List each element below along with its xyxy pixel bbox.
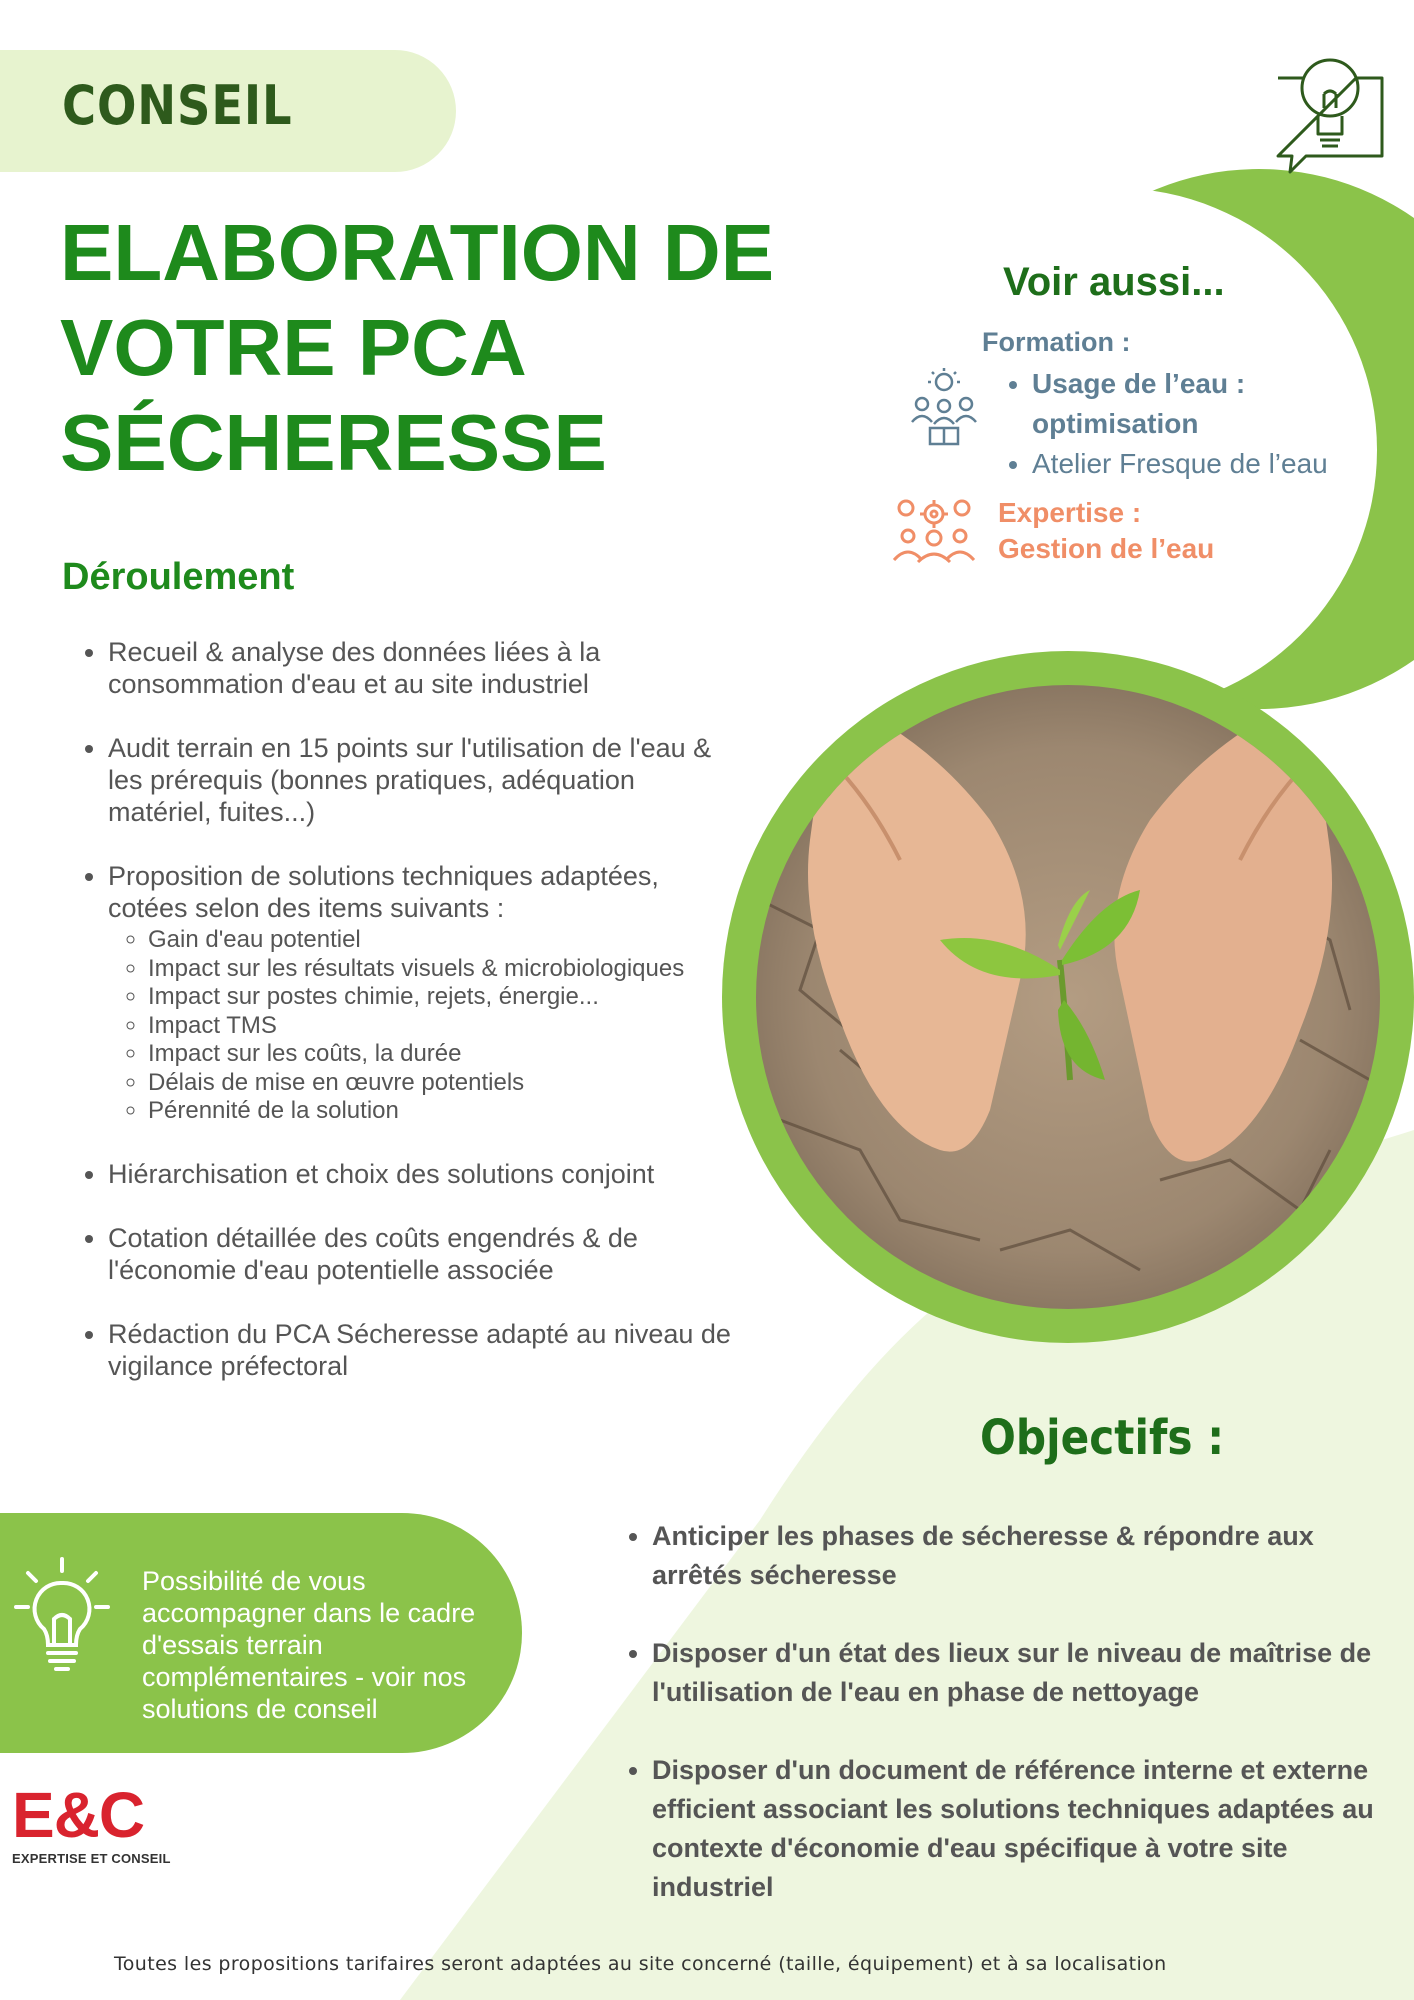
formation-list [982, 364, 1382, 484]
lightbulb-icon [10, 1555, 114, 1685]
sub-list-item: ◦ Gain d'eau potentiel [148, 926, 740, 955]
deroulement-list [60, 636, 740, 1414]
logo-subtitle: EXPERTISE ET CONSEIL [12, 1851, 171, 1866]
title-line-1: ELABORATION DE [60, 208, 775, 297]
expertise-gears-icon [886, 494, 982, 564]
list-item: • Rédaction du PCA Sécheresse adapté au niveau de vigilance préfectoral [108, 1318, 740, 1382]
expertise-block [998, 495, 1214, 567]
title-line-2: VOTRE PCA [60, 303, 527, 392]
logo-main: E&C [12, 1779, 145, 1851]
sub-list-item: ◦ Impact sur postes chimie, rejets, énergie... [148, 983, 740, 1012]
objectifs-heading: Objectifs : [980, 1410, 1225, 1466]
category-tag [0, 50, 456, 172]
sub-list-item: ◦ Impact sur les résultats visuels & microbiologiques [148, 955, 740, 984]
callout-text: Possibilité de vous accompagner dans le cadre d'essais terrain complémentaires - voir nos solutions de conseil [142, 1566, 476, 1724]
footer-note: Toutes les propositions tarifaires seront adaptées au site concerné (taille, équipement) et à sa localisation [114, 1953, 1167, 1975]
sub-list-item: ◦ Impact sur les coûts, la durée [148, 1040, 740, 1069]
list-item: • Recueil & analyse des données liées à la consommation d'eau et au site industriel [108, 636, 740, 700]
voir-aussi-heading: Voir aussi... [1003, 260, 1225, 304]
expertise-label: Expertise : [998, 497, 1142, 528]
category-tag-label: CONSEIL [62, 74, 293, 137]
sub-list-item: ◦ Délais de mise en œuvre potentiels [148, 1069, 740, 1098]
list-item: • Cotation détaillée des coûts engendrés & de l'économie d'eau potentielle associée [108, 1222, 740, 1286]
sub-list-item: ◦ Pérennité de la solution [148, 1097, 740, 1126]
objectif-item: • Anticiper les phases de sécheresse & répondre aux arrêtés sécheresse [652, 1517, 1382, 1595]
formation-item[interactable]: • Atelier Fresque de l’eau [1032, 444, 1382, 484]
sub-list-item: ◦ Impact TMS [148, 1012, 740, 1041]
sub-list [108, 926, 740, 1126]
formation-label: Formation : [982, 327, 1131, 357]
list-item: • Hiérarchisation et choix des solutions conjoint [108, 1158, 740, 1190]
list-item: • Audit terrain en 15 points sur l'utilisation de l'eau & les prérequis (bonnes pratiques, adéquation matériel, fuites...) [108, 732, 740, 828]
page-title [60, 205, 820, 490]
objectif-item: • Disposer d'un état des lieux sur le niveau de maîtrise de l'utilisation de l'eau en phase de nettoyage [652, 1634, 1382, 1712]
objectif-item: • Disposer d'un document de référence interne et externe efficient associant les solutions techniques adaptées au contexte d'économie d'eau spécifique à votre site industriel [652, 1751, 1382, 1907]
title-line-3: SÉCHERESSE [60, 398, 607, 487]
list-item: • Proposition de solutions techniques adaptées, cotées selon des items suivants : ◦ Gain d'eau potentiel ◦ Impact sur les résultats visuels & microbiologiques ◦ Impact sur postes chimie, rejets, énergie... ◦ Impact TMS ◦ Impact sur les coûts, la durée ◦ Délais de mise en œuvre potentiels ◦ Pérennité de la solution [108, 860, 740, 1126]
deroulement-heading: Déroulement [62, 556, 295, 598]
formation-item[interactable]: • Usage de l’eau : optimisation [1032, 364, 1382, 444]
lightbulb-chat-icon [1270, 48, 1390, 176]
training-group-icon [908, 366, 980, 446]
objectifs-list [612, 1517, 1382, 1946]
expertise-link[interactable]: Gestion de l’eau [998, 533, 1215, 564]
company-logo [12, 1779, 171, 1866]
